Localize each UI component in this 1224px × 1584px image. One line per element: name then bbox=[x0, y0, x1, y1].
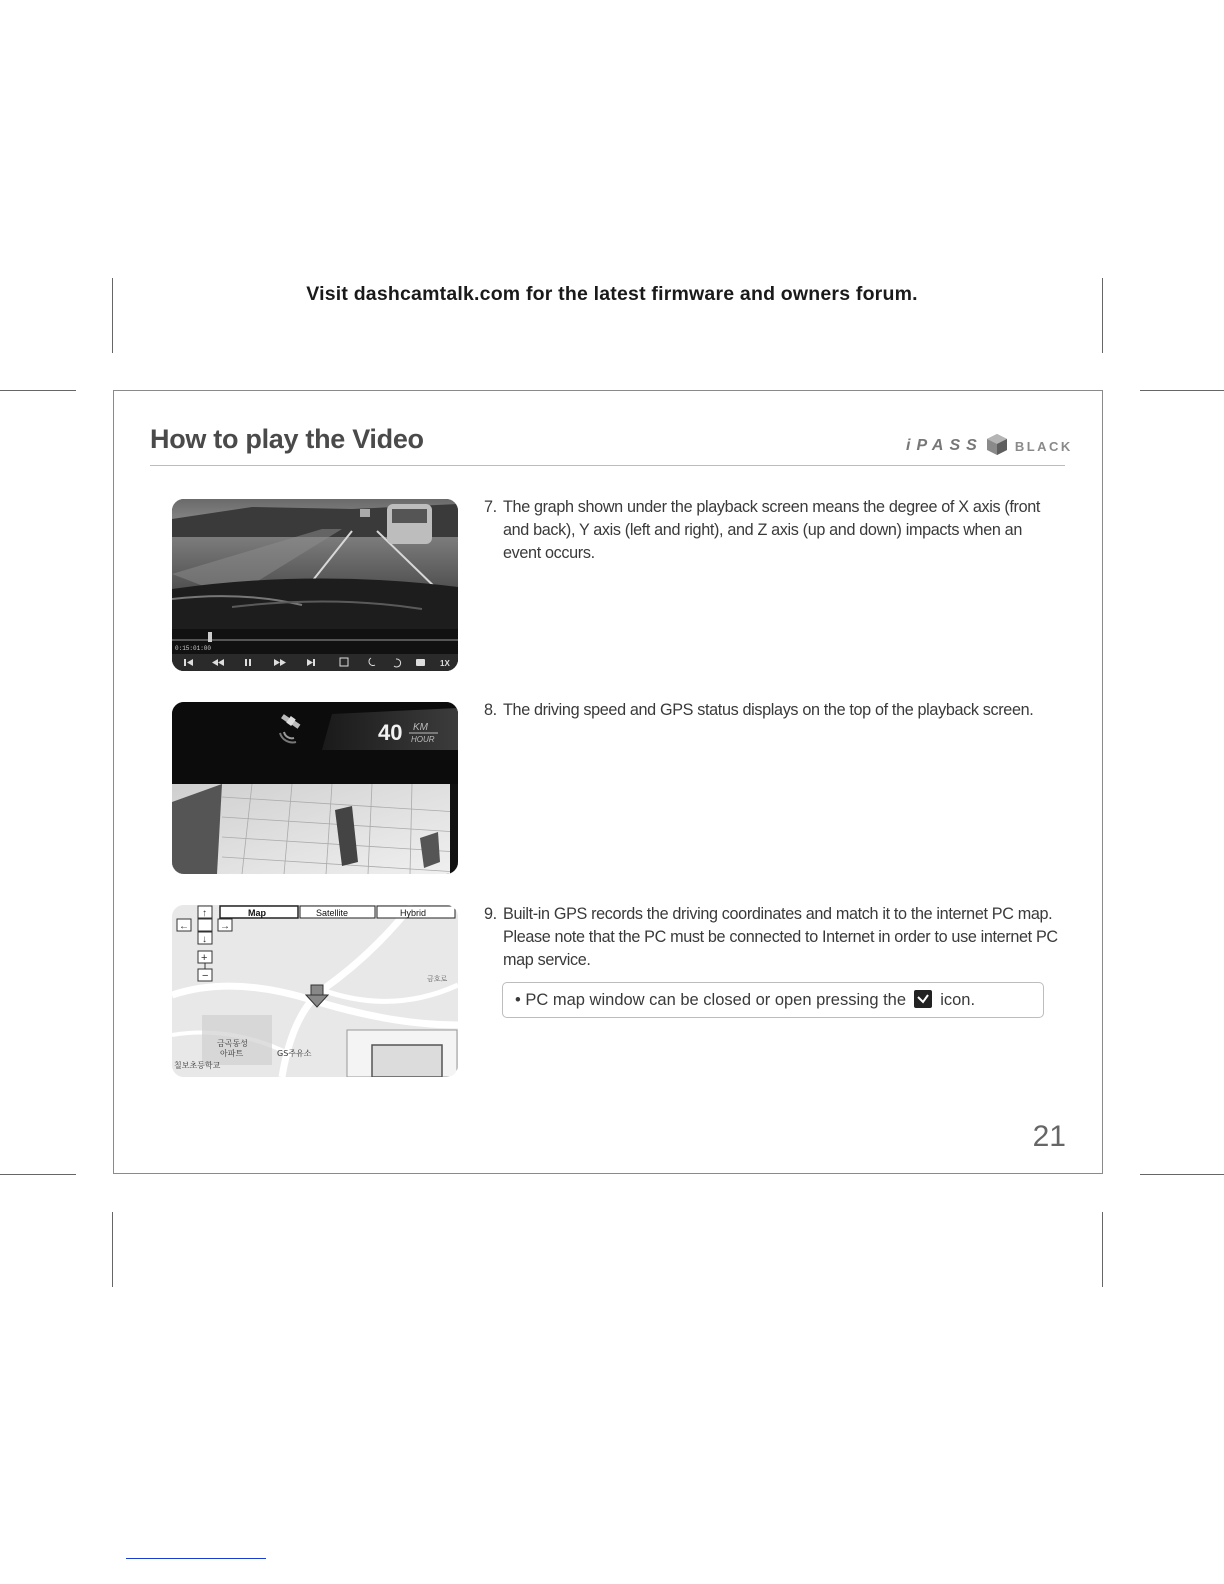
page-title: How to play the Video bbox=[150, 424, 424, 454]
playback-speed-label: 1X bbox=[440, 659, 450, 668]
footer-link-underline bbox=[126, 1558, 266, 1559]
crop-mark bbox=[1140, 390, 1224, 391]
map-label: 아파트 bbox=[220, 1049, 244, 1058]
speed-unit-bottom: HOUR bbox=[411, 735, 435, 744]
step-text: The driving speed and GPS status displays on the top of the playback screen. bbox=[503, 701, 1034, 719]
cube-icon bbox=[985, 432, 1009, 461]
svg-text:↑: ↑ bbox=[202, 908, 207, 919]
crop-mark bbox=[1102, 1212, 1103, 1287]
map-label: 금곡동성 bbox=[217, 1039, 248, 1048]
step-number: 7. bbox=[484, 498, 497, 516]
map-label: 칠보초등학교 bbox=[174, 1061, 221, 1070]
map-tab-map[interactable]: Map bbox=[248, 908, 266, 918]
speed-value: 40 bbox=[378, 720, 403, 745]
speed-unit-top: KM bbox=[413, 722, 428, 733]
svg-text:↓: ↓ bbox=[202, 934, 207, 945]
logo-sub-text: BLACK bbox=[1014, 438, 1073, 454]
step-text: The graph shown under the playback screen means the degree of X axis (front and back), Y axis (left and right), and Z axis (up and down) impacts when an event occurs. bbox=[503, 498, 1041, 562]
crop-mark bbox=[112, 1212, 113, 1287]
crop-mark bbox=[0, 1174, 76, 1175]
map-tab-hybrid[interactable]: Hybrid bbox=[400, 908, 427, 918]
note-bullet: • bbox=[515, 991, 521, 1009]
map-screenshot bbox=[172, 905, 458, 1077]
speed-gps-screenshot bbox=[172, 702, 458, 874]
page-number: 21 bbox=[1032, 1120, 1066, 1153]
svg-text:→: → bbox=[220, 921, 230, 932]
promo-banner: Visit dashcamtalk.com for the latest firmware and owners forum. bbox=[306, 283, 918, 305]
title-divider bbox=[150, 465, 1065, 466]
crop-mark bbox=[1140, 1174, 1224, 1175]
step-8 bbox=[484, 699, 1059, 722]
brand-logo bbox=[906, 432, 1073, 460]
map-type-tabs[interactable] bbox=[220, 906, 455, 918]
svg-text:+: + bbox=[201, 952, 208, 964]
step-7 bbox=[484, 496, 1059, 565]
map-toggle-note bbox=[502, 982, 1044, 1018]
playback-screenshot bbox=[172, 499, 458, 671]
logo-main-text: iPASS bbox=[906, 437, 983, 454]
step-9 bbox=[484, 903, 1059, 972]
svg-text:−: − bbox=[202, 970, 209, 982]
map-label: GS주유소 bbox=[277, 1049, 312, 1058]
map-tab-satellite[interactable]: Satellite bbox=[316, 908, 349, 918]
note-text-after: icon. bbox=[940, 991, 976, 1009]
map-label: 금호로 bbox=[427, 975, 448, 983]
step-number: 9. bbox=[484, 905, 497, 923]
step-text: Built-in GPS records the driving coordinates and match it to the internet PC map. Please note that the PC must be connected to Internet in order to use internet PC map service. bbox=[503, 905, 1058, 969]
map-toggle-checkbox-icon bbox=[914, 990, 932, 1008]
crop-mark bbox=[0, 390, 76, 391]
playback-timecode: 0:15:01:00 bbox=[175, 645, 212, 652]
svg-text:←: ← bbox=[179, 921, 189, 932]
note-text-before: PC map window can be closed or open pressing the bbox=[525, 991, 907, 1009]
step-number: 8. bbox=[484, 701, 497, 719]
